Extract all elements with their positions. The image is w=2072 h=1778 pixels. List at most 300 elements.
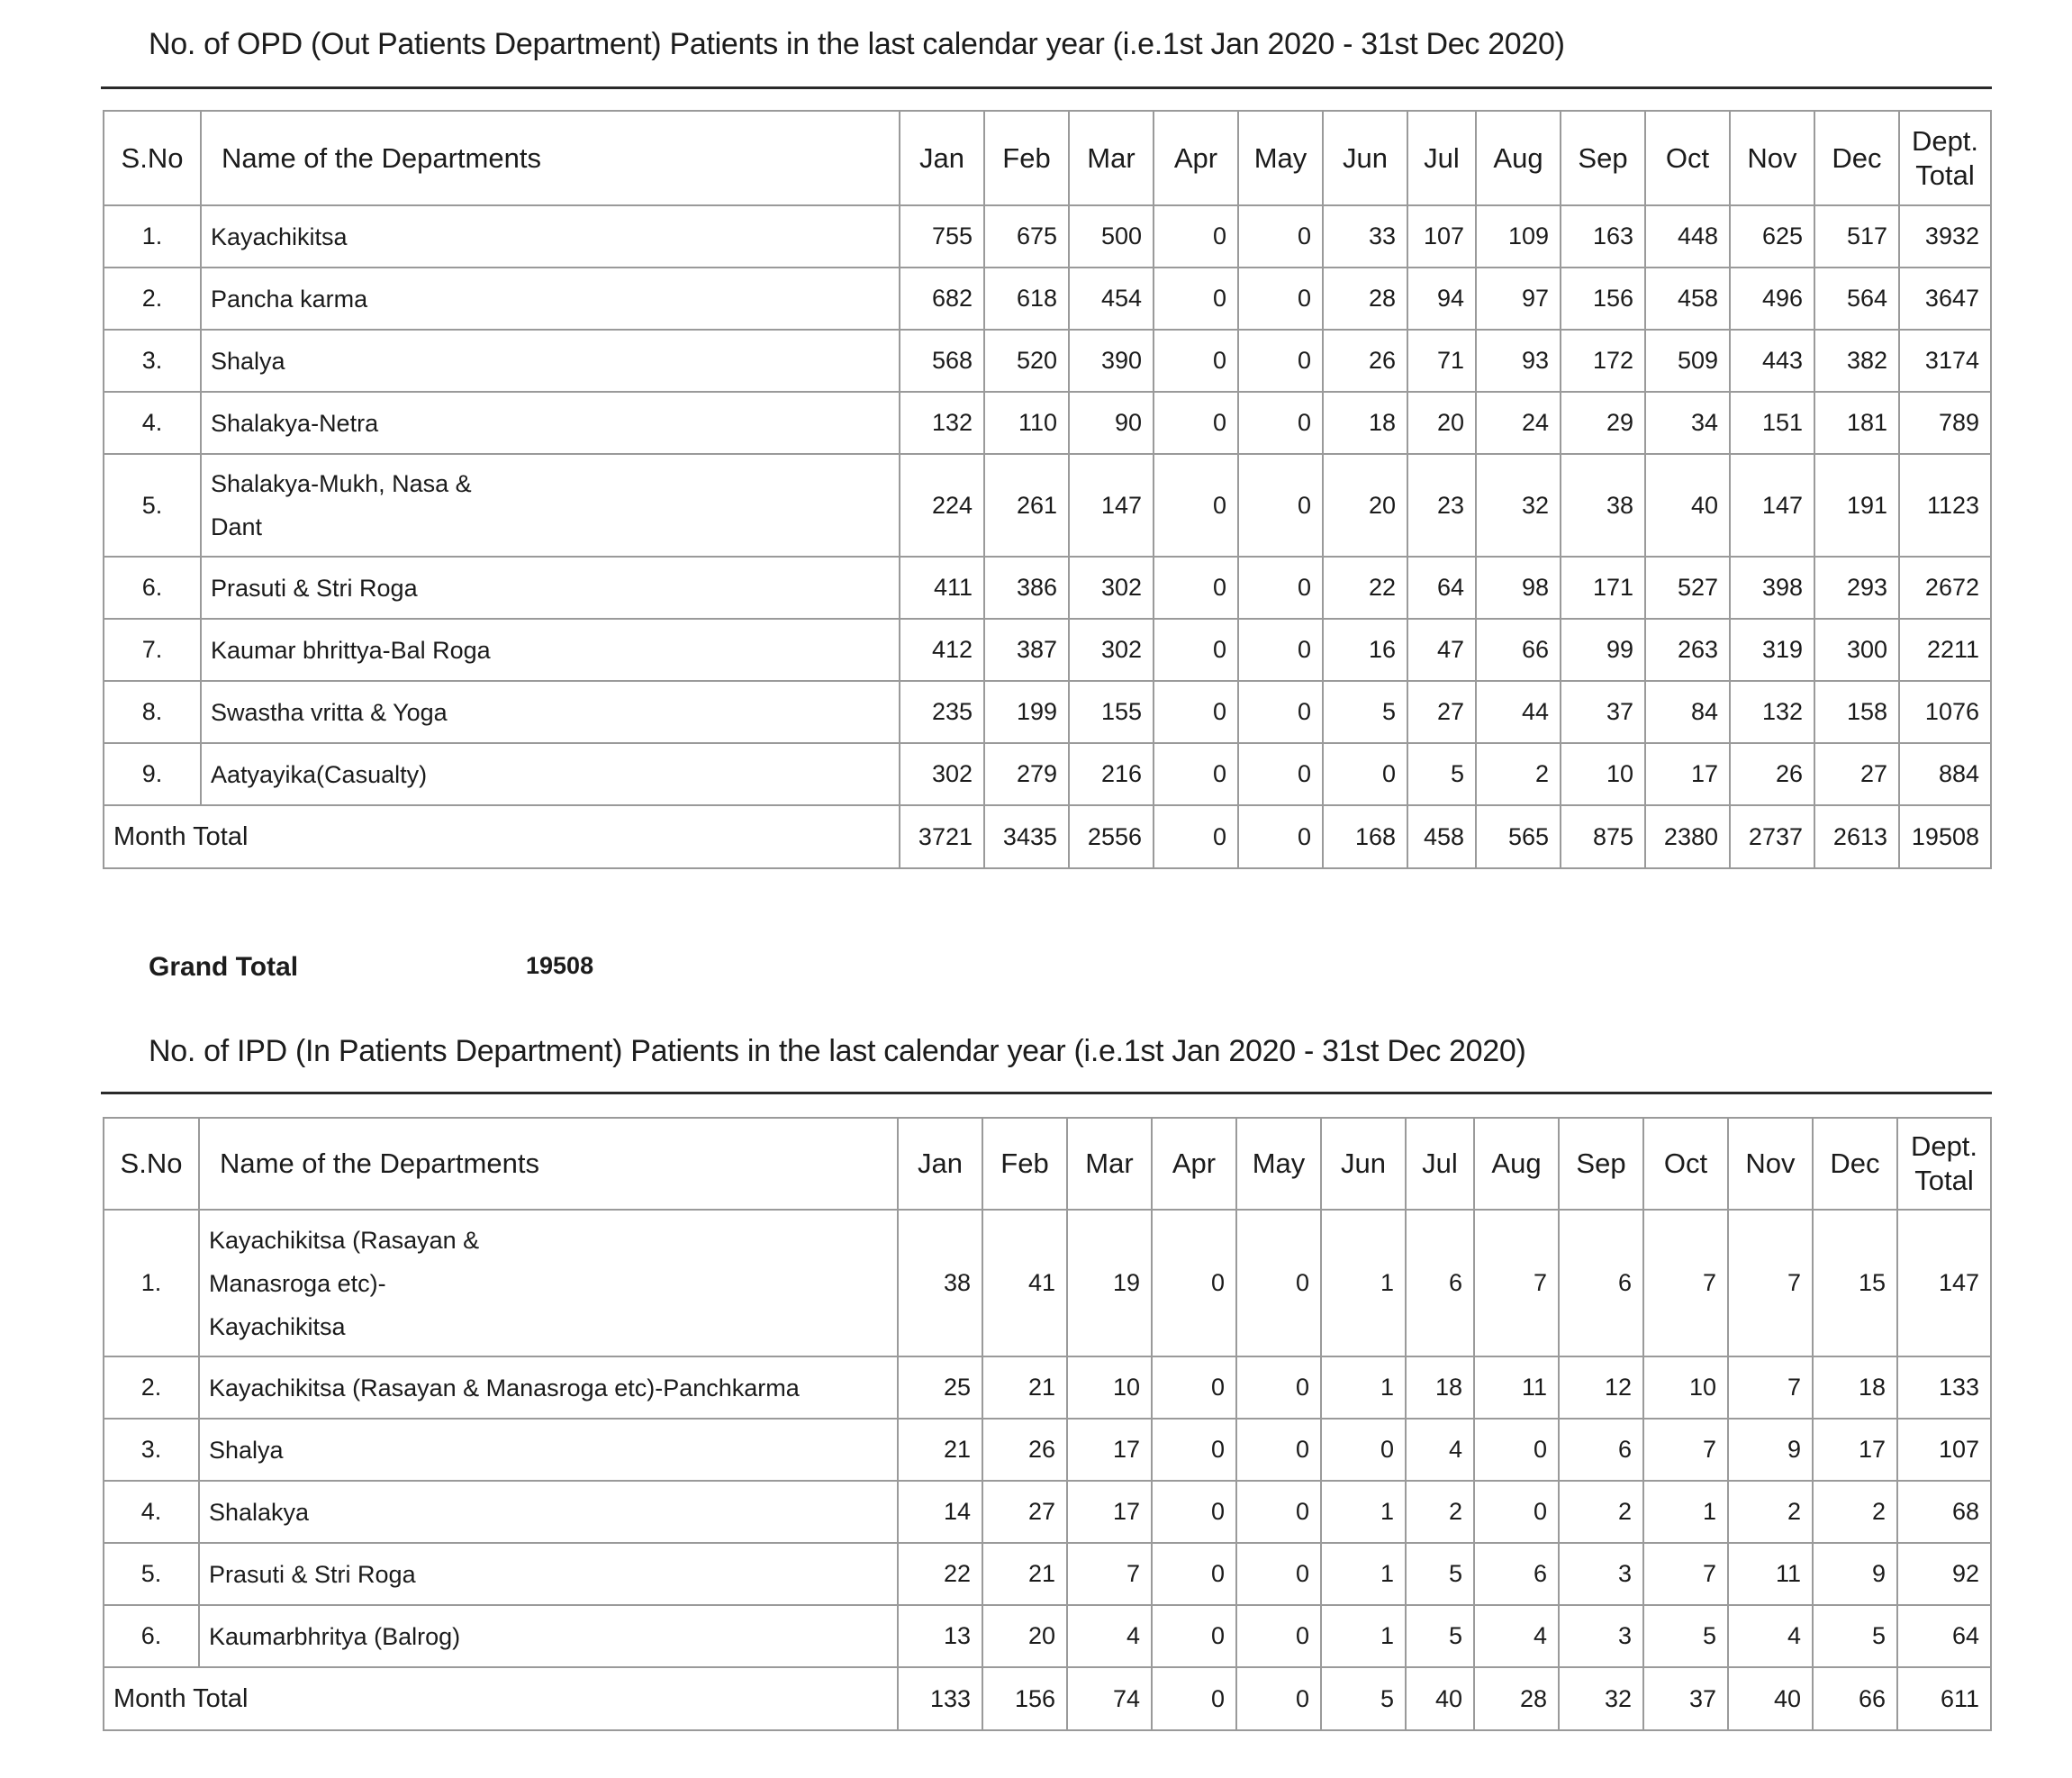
dept-total-cell: 2672 xyxy=(1899,557,1991,619)
department-name-line: Shalya xyxy=(209,1436,284,1464)
month-total-value-cell: 0 xyxy=(1236,1667,1321,1730)
month-value-cell: 4 xyxy=(1067,1605,1152,1667)
month-column-header: May xyxy=(1238,111,1323,205)
month-value-cell: 99 xyxy=(1561,619,1645,681)
month-value-cell: 448 xyxy=(1645,205,1730,268)
month-value-cell: 675 xyxy=(984,205,1069,268)
month-value-cell: 411 xyxy=(900,557,984,619)
month-value-cell: 26 xyxy=(982,1419,1067,1481)
month-value-cell: 387 xyxy=(984,619,1069,681)
month-value-cell: 132 xyxy=(1730,681,1814,743)
serial-number-cell: 3. xyxy=(104,1419,199,1481)
table-row xyxy=(104,1605,1991,1667)
month-value-cell: 5 xyxy=(1407,743,1476,805)
month-value-cell: 2 xyxy=(1559,1481,1643,1543)
month-value-cell: 107 xyxy=(1407,205,1476,268)
ipd-header-row xyxy=(104,1118,1991,1210)
month-value-cell: 27 xyxy=(1407,681,1476,743)
month-value-cell: 454 xyxy=(1069,268,1154,330)
month-column-header: Feb xyxy=(984,111,1069,205)
month-value-cell: 0 xyxy=(1238,205,1323,268)
department-name-cell xyxy=(199,1210,898,1356)
department-name-line: Shalakya-Mukh, Nasa & xyxy=(211,470,472,497)
month-value-cell: 14 xyxy=(898,1481,982,1543)
serial-number-cell: 5. xyxy=(104,454,201,557)
month-value-cell: 0 xyxy=(1238,454,1323,557)
month-value-cell: 302 xyxy=(1069,557,1154,619)
month-value-cell: 7 xyxy=(1643,1210,1728,1356)
month-value-cell: 38 xyxy=(1561,454,1645,557)
sno-column-header: S.No xyxy=(104,111,201,205)
month-value-cell: 5 xyxy=(1323,681,1407,743)
month-value-cell: 4 xyxy=(1406,1419,1474,1481)
dept-total-cell: 133 xyxy=(1897,1356,1991,1419)
month-value-cell: 0 xyxy=(1474,1481,1559,1543)
month-column-header: May xyxy=(1236,1118,1321,1210)
month-total-value-cell: 3721 xyxy=(900,805,984,868)
ipd-table xyxy=(103,1117,1992,1731)
month-column-header: Sep xyxy=(1559,1118,1643,1210)
department-name-cell xyxy=(201,454,900,557)
month-column-header: Jun xyxy=(1321,1118,1406,1210)
month-column-header: Mar xyxy=(1069,111,1154,205)
month-value-cell: 98 xyxy=(1476,557,1561,619)
dept-total-column-header xyxy=(1897,1118,1991,1210)
month-value-cell: 24 xyxy=(1476,392,1561,454)
month-value-cell: 47 xyxy=(1407,619,1476,681)
month-value-cell: 319 xyxy=(1730,619,1814,681)
month-value-cell: 2 xyxy=(1476,743,1561,805)
month-value-cell: 17 xyxy=(1813,1419,1897,1481)
month-total-value-cell: 565 xyxy=(1476,805,1561,868)
month-value-cell: 97 xyxy=(1476,268,1561,330)
month-value-cell: 199 xyxy=(984,681,1069,743)
month-value-cell: 11 xyxy=(1728,1543,1813,1605)
month-value-cell: 33 xyxy=(1323,205,1407,268)
department-name-line: Kayachikitsa xyxy=(209,1312,346,1340)
department-name-line: Kaumar bhrittya-Bal Roga xyxy=(211,636,491,664)
department-name-cell xyxy=(199,1605,898,1667)
month-column-header: Oct xyxy=(1645,111,1730,205)
month-value-cell: 20 xyxy=(1323,454,1407,557)
month-total-value-cell: 875 xyxy=(1561,805,1645,868)
month-value-cell: 496 xyxy=(1730,268,1814,330)
month-value-cell: 412 xyxy=(900,619,984,681)
department-name-cell xyxy=(201,392,900,454)
month-value-cell: 90 xyxy=(1069,392,1154,454)
month-value-cell: 2 xyxy=(1406,1481,1474,1543)
month-value-cell: 0 xyxy=(1154,454,1238,557)
month-value-cell: 0 xyxy=(1152,1419,1236,1481)
month-value-cell: 4 xyxy=(1474,1605,1559,1667)
department-name-line: Aatyayika(Casualty) xyxy=(211,760,428,788)
dept-total-cell: 789 xyxy=(1899,392,1991,454)
serial-number-cell: 9. xyxy=(104,743,201,805)
table-row xyxy=(104,743,1991,805)
month-value-cell: 0 xyxy=(1152,1481,1236,1543)
serial-number-cell: 6. xyxy=(104,1605,199,1667)
month-column-header: Nov xyxy=(1728,1118,1813,1210)
month-value-cell: 41 xyxy=(982,1210,1067,1356)
month-value-cell: 10 xyxy=(1067,1356,1152,1419)
department-name-cell xyxy=(201,743,900,805)
month-value-cell: 32 xyxy=(1476,454,1561,557)
month-value-cell: 0 xyxy=(1152,1605,1236,1667)
month-column-header: Jan xyxy=(898,1118,982,1210)
month-value-cell: 6 xyxy=(1559,1419,1643,1481)
serial-number-cell: 6. xyxy=(104,557,201,619)
month-value-cell: 17 xyxy=(1067,1419,1152,1481)
month-value-cell: 7 xyxy=(1643,1419,1728,1481)
month-value-cell: 5 xyxy=(1813,1605,1897,1667)
month-value-cell: 9 xyxy=(1728,1419,1813,1481)
department-name-cell xyxy=(199,1419,898,1481)
month-value-cell: 38 xyxy=(898,1210,982,1356)
month-value-cell: 261 xyxy=(984,454,1069,557)
table-row xyxy=(104,268,1991,330)
grand-total-label: Grand Total xyxy=(149,952,299,982)
month-value-cell: 300 xyxy=(1814,619,1899,681)
month-value-cell: 21 xyxy=(898,1419,982,1481)
month-value-cell: 7 xyxy=(1643,1543,1728,1605)
department-name-cell xyxy=(199,1543,898,1605)
month-value-cell: 17 xyxy=(1645,743,1730,805)
month-value-cell: 6 xyxy=(1474,1543,1559,1605)
opd-section-title: No. of OPD (Out Patients Department) Patients in the last calendar year (i.e.1st Jan 2020 - 31st Dec 2020) xyxy=(149,27,1565,61)
sno-column-header: S.No xyxy=(104,1118,199,1210)
department-name-line: Shalya xyxy=(211,347,285,375)
month-value-cell: 0 xyxy=(1154,743,1238,805)
table-row xyxy=(104,1356,1991,1419)
month-column-header: Mar xyxy=(1067,1118,1152,1210)
month-value-cell: 625 xyxy=(1730,205,1814,268)
dept-total-header-line: Total xyxy=(1914,1165,1974,1196)
dept-total-header-line: Dept. xyxy=(1911,124,1979,157)
month-value-cell: 20 xyxy=(982,1605,1067,1667)
month-value-cell: 0 xyxy=(1152,1356,1236,1419)
month-value-cell: 147 xyxy=(1730,454,1814,557)
month-value-cell: 520 xyxy=(984,330,1069,392)
month-value-cell: 181 xyxy=(1814,392,1899,454)
month-value-cell: 94 xyxy=(1407,268,1476,330)
month-total-value-cell: 74 xyxy=(1067,1667,1152,1730)
month-value-cell: 0 xyxy=(1154,268,1238,330)
month-column-header: Apr xyxy=(1154,111,1238,205)
month-value-cell: 500 xyxy=(1069,205,1154,268)
month-value-cell: 21 xyxy=(982,1543,1067,1605)
department-name-line: Manasroga etc)- xyxy=(209,1269,386,1297)
dept-total-header-line: Total xyxy=(1915,159,1975,191)
month-total-value-cell: 28 xyxy=(1474,1667,1559,1730)
month-value-cell: 5 xyxy=(1643,1605,1728,1667)
ipd-table-body xyxy=(104,1210,1991,1730)
month-value-cell: 34 xyxy=(1645,392,1730,454)
serial-number-cell: 4. xyxy=(104,1481,199,1543)
month-value-cell: 0 xyxy=(1154,330,1238,392)
dept-total-cell: 3174 xyxy=(1899,330,1991,392)
table-row xyxy=(104,330,1991,392)
month-total-value-cell: 0 xyxy=(1152,1667,1236,1730)
month-value-cell: 568 xyxy=(900,330,984,392)
month-value-cell: 0 xyxy=(1474,1419,1559,1481)
department-name-line: Kayachikitsa (Rasayan & Manasroga etc)-Panchkarma xyxy=(209,1374,800,1402)
month-value-cell: 109 xyxy=(1476,205,1561,268)
month-value-cell: 7 xyxy=(1728,1356,1813,1419)
month-total-value-cell: 2380 xyxy=(1645,805,1730,868)
month-value-cell: 10 xyxy=(1561,743,1645,805)
month-total-value-cell: 0 xyxy=(1238,805,1323,868)
ipd-section-title: No. of IPD (In Patients Department) Patients in the last calendar year (i.e.1st Jan 2020 - 31st Dec 2020) xyxy=(149,1034,1526,1068)
month-value-cell: 7 xyxy=(1067,1543,1152,1605)
dept-total-cell: 3647 xyxy=(1899,268,1991,330)
dept-total-cell: 1123 xyxy=(1899,454,1991,557)
month-value-cell: 1 xyxy=(1321,1605,1406,1667)
month-value-cell: 40 xyxy=(1645,454,1730,557)
month-value-cell: 27 xyxy=(1814,743,1899,805)
month-value-cell: 0 xyxy=(1238,681,1323,743)
month-value-cell: 0 xyxy=(1238,330,1323,392)
month-value-cell: 293 xyxy=(1814,557,1899,619)
month-value-cell: 390 xyxy=(1069,330,1154,392)
month-value-cell: 1 xyxy=(1321,1543,1406,1605)
month-column-header: Jan xyxy=(900,111,984,205)
table-row xyxy=(104,205,1991,268)
month-value-cell: 0 xyxy=(1236,1419,1321,1481)
department-name-cell xyxy=(201,619,900,681)
month-value-cell: 26 xyxy=(1730,743,1814,805)
month-value-cell: 3 xyxy=(1559,1543,1643,1605)
month-value-cell: 171 xyxy=(1561,557,1645,619)
month-value-cell: 398 xyxy=(1730,557,1814,619)
month-value-cell: 564 xyxy=(1814,268,1899,330)
table-row xyxy=(104,1481,1991,1543)
serial-number-cell: 5. xyxy=(104,1543,199,1605)
department-column-header: Name of the Departments xyxy=(199,1118,898,1210)
month-value-cell: 0 xyxy=(1238,619,1323,681)
month-value-cell: 7 xyxy=(1728,1210,1813,1356)
department-name-cell xyxy=(201,330,900,392)
month-value-cell: 37 xyxy=(1561,681,1645,743)
month-value-cell: 0 xyxy=(1238,557,1323,619)
opd-header-row xyxy=(104,111,1991,205)
month-total-value-cell: 40 xyxy=(1406,1667,1474,1730)
serial-number-cell: 8. xyxy=(104,681,201,743)
month-value-cell: 23 xyxy=(1407,454,1476,557)
grand-dept-total-cell: 19508 xyxy=(1899,805,1991,868)
dept-total-cell: 64 xyxy=(1897,1605,1991,1667)
month-column-header: Apr xyxy=(1152,1118,1236,1210)
department-name-line: Dant xyxy=(211,513,263,540)
month-value-cell: 682 xyxy=(900,268,984,330)
month-value-cell: 28 xyxy=(1323,268,1407,330)
serial-number-cell: 1. xyxy=(104,205,201,268)
month-value-cell: 64 xyxy=(1407,557,1476,619)
opd-title-rule xyxy=(101,86,1992,89)
department-name-line: Pancha karma xyxy=(211,285,368,313)
serial-number-cell: 1. xyxy=(104,1210,199,1356)
month-value-cell: 0 xyxy=(1321,1419,1406,1481)
month-value-cell: 3 xyxy=(1559,1605,1643,1667)
dept-total-cell: 3932 xyxy=(1899,205,1991,268)
month-total-value-cell: 2737 xyxy=(1730,805,1814,868)
month-value-cell: 527 xyxy=(1645,557,1730,619)
month-value-cell: 382 xyxy=(1814,330,1899,392)
month-value-cell: 5 xyxy=(1406,1605,1474,1667)
month-value-cell: 191 xyxy=(1814,454,1899,557)
month-total-row xyxy=(104,805,1991,868)
month-total-value-cell: 40 xyxy=(1728,1667,1813,1730)
department-name-cell xyxy=(201,268,900,330)
month-value-cell: 0 xyxy=(1236,1543,1321,1605)
dept-total-cell: 2211 xyxy=(1899,619,1991,681)
department-name-line: Shalakya xyxy=(209,1498,310,1526)
month-value-cell: 27 xyxy=(982,1481,1067,1543)
month-value-cell: 132 xyxy=(900,392,984,454)
month-value-cell: 18 xyxy=(1406,1356,1474,1419)
department-name-line: Prasuti & Stri Roga xyxy=(209,1560,416,1588)
month-value-cell: 155 xyxy=(1069,681,1154,743)
month-value-cell: 9 xyxy=(1813,1543,1897,1605)
department-name-line: Kaumarbhritya (Balrog) xyxy=(209,1622,461,1650)
month-value-cell: 263 xyxy=(1645,619,1730,681)
dept-total-cell: 1076 xyxy=(1899,681,1991,743)
dept-total-header-line: Dept. xyxy=(1910,1130,1978,1162)
month-value-cell: 151 xyxy=(1730,392,1814,454)
month-value-cell: 26 xyxy=(1323,330,1407,392)
month-value-cell: 5 xyxy=(1406,1543,1474,1605)
dept-total-cell: 107 xyxy=(1897,1419,1991,1481)
department-name-cell xyxy=(201,557,900,619)
month-value-cell: 25 xyxy=(898,1356,982,1419)
month-value-cell: 216 xyxy=(1069,743,1154,805)
department-name-line: Shalakya-Netra xyxy=(211,409,379,437)
month-column-header: Oct xyxy=(1643,1118,1728,1210)
dept-total-column-header xyxy=(1899,111,1991,205)
month-value-cell: 12 xyxy=(1559,1356,1643,1419)
month-value-cell: 509 xyxy=(1645,330,1730,392)
month-column-header: Feb xyxy=(982,1118,1067,1210)
month-value-cell: 2 xyxy=(1813,1481,1897,1543)
month-total-value-cell: 3435 xyxy=(984,805,1069,868)
department-name-cell xyxy=(199,1481,898,1543)
dept-total-cell: 147 xyxy=(1897,1210,1991,1356)
month-value-cell: 19 xyxy=(1067,1210,1152,1356)
month-value-cell: 0 xyxy=(1238,392,1323,454)
month-value-cell: 0 xyxy=(1238,268,1323,330)
table-row xyxy=(104,681,1991,743)
month-value-cell: 158 xyxy=(1814,681,1899,743)
month-value-cell: 1 xyxy=(1321,1481,1406,1543)
dept-total-cell: 92 xyxy=(1897,1543,1991,1605)
month-total-value-cell: 168 xyxy=(1323,805,1407,868)
month-value-cell: 66 xyxy=(1476,619,1561,681)
department-name-cell xyxy=(201,205,900,268)
department-name-line: Swastha vritta & Yoga xyxy=(211,698,448,726)
month-value-cell: 29 xyxy=(1561,392,1645,454)
month-value-cell: 235 xyxy=(900,681,984,743)
month-value-cell: 458 xyxy=(1645,268,1730,330)
month-column-header: Dec xyxy=(1813,1118,1897,1210)
table-row xyxy=(104,619,1991,681)
month-column-header: Jun xyxy=(1323,111,1407,205)
month-value-cell: 0 xyxy=(1238,743,1323,805)
month-value-cell: 0 xyxy=(1154,557,1238,619)
serial-number-cell: 3. xyxy=(104,330,201,392)
month-value-cell: 1 xyxy=(1321,1356,1406,1419)
ipd-title-rule xyxy=(101,1092,1992,1094)
month-value-cell: 18 xyxy=(1323,392,1407,454)
serial-number-cell: 2. xyxy=(104,1356,199,1419)
month-value-cell: 15 xyxy=(1813,1210,1897,1356)
table-row xyxy=(104,557,1991,619)
month-column-header: Nov xyxy=(1730,111,1814,205)
table-row xyxy=(104,1210,1991,1356)
table-row xyxy=(104,1419,1991,1481)
month-total-label: Month Total xyxy=(104,805,900,868)
serial-number-cell: 2. xyxy=(104,268,201,330)
month-total-value-cell: 2556 xyxy=(1069,805,1154,868)
month-value-cell: 17 xyxy=(1067,1481,1152,1543)
dept-total-cell: 68 xyxy=(1897,1481,1991,1543)
month-column-header: Jul xyxy=(1406,1118,1474,1210)
table-row xyxy=(104,1543,1991,1605)
month-value-cell: 386 xyxy=(984,557,1069,619)
month-column-header: Aug xyxy=(1476,111,1561,205)
month-total-value-cell: 156 xyxy=(982,1667,1067,1730)
month-value-cell: 18 xyxy=(1813,1356,1897,1419)
month-value-cell: 755 xyxy=(900,205,984,268)
month-value-cell: 21 xyxy=(982,1356,1067,1419)
month-value-cell: 618 xyxy=(984,268,1069,330)
grand-total-value: 19508 xyxy=(526,952,594,979)
month-value-cell: 156 xyxy=(1561,268,1645,330)
month-value-cell: 302 xyxy=(900,743,984,805)
table-row xyxy=(104,392,1991,454)
month-value-cell: 11 xyxy=(1474,1356,1559,1419)
month-value-cell: 0 xyxy=(1154,619,1238,681)
month-value-cell: 7 xyxy=(1474,1210,1559,1356)
month-value-cell: 0 xyxy=(1236,1481,1321,1543)
month-total-value-cell: 5 xyxy=(1321,1667,1406,1730)
month-column-header: Dec xyxy=(1814,111,1899,205)
month-value-cell: 44 xyxy=(1476,681,1561,743)
grand-dept-total-cell: 611 xyxy=(1897,1667,1991,1730)
month-value-cell: 6 xyxy=(1559,1210,1643,1356)
month-value-cell: 110 xyxy=(984,392,1069,454)
month-value-cell: 4 xyxy=(1728,1605,1813,1667)
month-value-cell: 172 xyxy=(1561,330,1645,392)
month-value-cell: 517 xyxy=(1814,205,1899,268)
month-total-value-cell: 32 xyxy=(1559,1667,1643,1730)
month-total-value-cell: 37 xyxy=(1643,1667,1728,1730)
month-value-cell: 22 xyxy=(1323,557,1407,619)
table-row xyxy=(104,454,1991,557)
dept-total-cell: 884 xyxy=(1899,743,1991,805)
month-value-cell: 0 xyxy=(1152,1543,1236,1605)
month-value-cell: 0 xyxy=(1152,1210,1236,1356)
month-value-cell: 0 xyxy=(1154,205,1238,268)
month-value-cell: 1 xyxy=(1321,1210,1406,1356)
month-value-cell: 0 xyxy=(1236,1356,1321,1419)
month-value-cell: 279 xyxy=(984,743,1069,805)
month-value-cell: 0 xyxy=(1236,1210,1321,1356)
month-value-cell: 0 xyxy=(1323,743,1407,805)
opd-table-body xyxy=(104,205,1991,868)
month-total-value-cell: 0 xyxy=(1154,805,1238,868)
month-value-cell: 163 xyxy=(1561,205,1645,268)
department-name-line: Prasuti & Stri Roga xyxy=(211,574,418,602)
month-total-row xyxy=(104,1667,1991,1730)
